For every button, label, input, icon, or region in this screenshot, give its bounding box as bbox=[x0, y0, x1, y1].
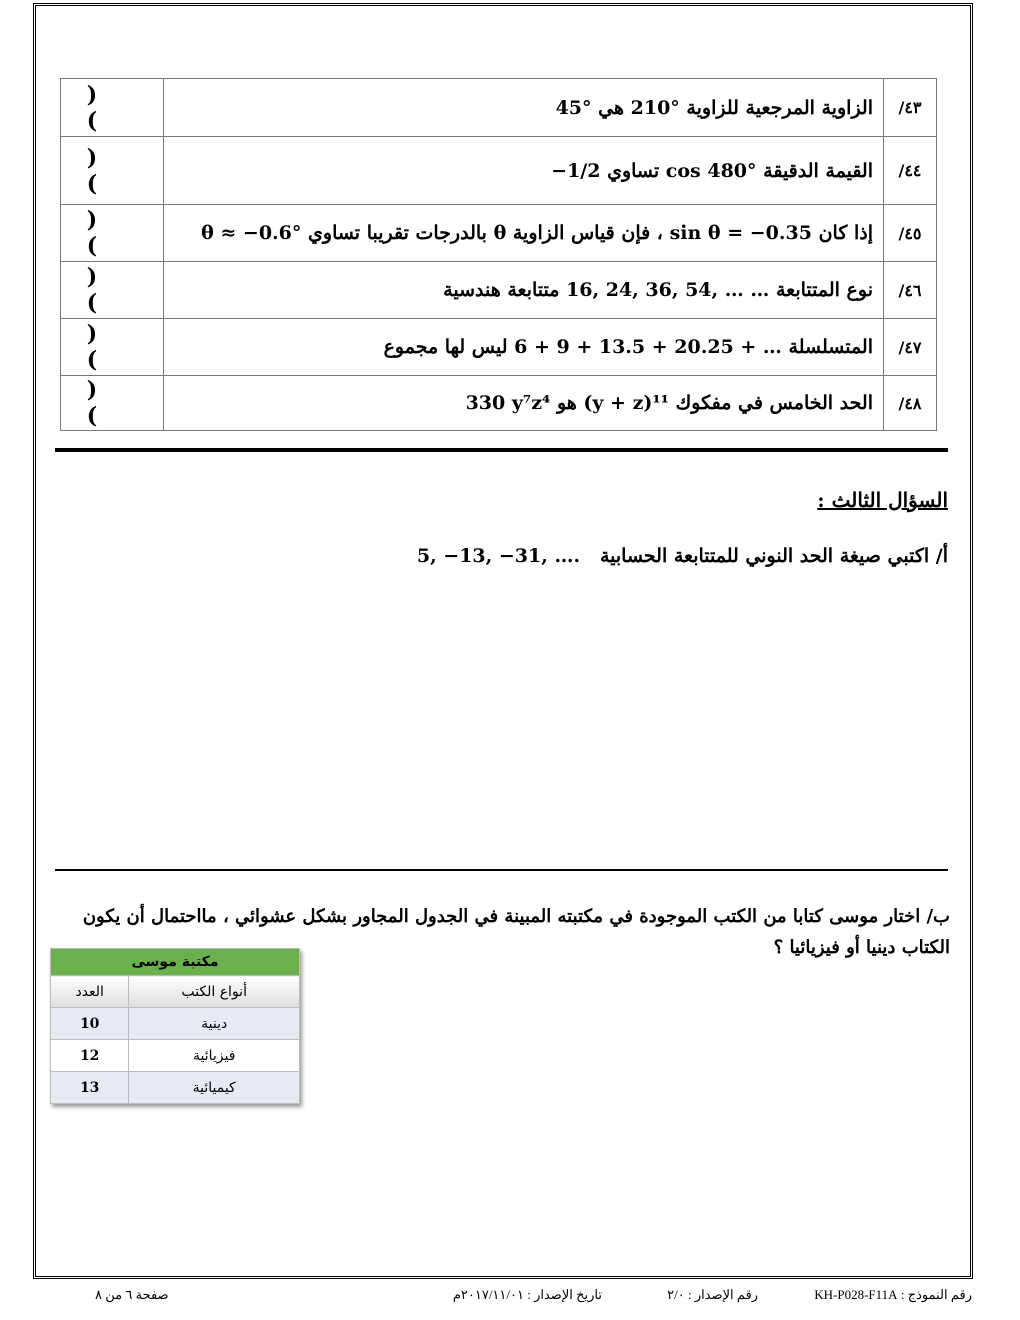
question-label-2: ، فإن قياس الزاوية θ بالدرجات تقريبا تساوي bbox=[308, 222, 663, 244]
question-math-2: θ ≈ −0.6° bbox=[201, 222, 302, 244]
book-type: فيزيائية bbox=[129, 1040, 300, 1072]
true-false-table bbox=[60, 78, 937, 431]
book-count: 10 bbox=[51, 1008, 129, 1040]
question-text bbox=[164, 205, 884, 262]
footer-page: صفحة ٦ من ٨ bbox=[95, 1287, 169, 1302]
question-text bbox=[164, 137, 884, 205]
question-a-math: 5, −13, −31, …. bbox=[416, 545, 581, 567]
question-number: ٤٧/ bbox=[884, 319, 937, 376]
table-row bbox=[61, 205, 937, 262]
footer-form-no: رقم النموذج : KH-P028-F11A bbox=[814, 1287, 972, 1302]
footer-version: رقم الإصدار : ٢/٠ bbox=[667, 1287, 758, 1302]
section-title: السؤال الثالث : bbox=[817, 488, 948, 512]
question-math-2: 330 y⁷z⁴ bbox=[465, 392, 551, 414]
question-math-2: 45° bbox=[555, 96, 592, 119]
question-number: ٤٤/ bbox=[884, 137, 937, 205]
question-b-line2: الكتاب دينيا أو فيزيائيا ؟ bbox=[773, 937, 950, 958]
table-row bbox=[61, 319, 937, 376]
question-b-line1: ب/ اختار موسى كتابا من الكتب الموجودة في مكتبته المبينة في الجدول المجاور بشكل عشوائي ، مااحتمال أن يكون bbox=[82, 906, 950, 927]
question-a-label: أ/ اكتبي صيغة الحد النوني للمتتابعة الحسابية bbox=[599, 545, 948, 567]
question-label-2: متتابعة هندسية bbox=[443, 279, 560, 301]
library-table bbox=[50, 948, 300, 1104]
book-type: دينية bbox=[129, 1008, 300, 1040]
answer-box[interactable]: ( ) bbox=[61, 319, 164, 376]
question-number: ٤٨/ bbox=[884, 376, 937, 431]
question-label: الزاوية المرجعية للزاوية bbox=[686, 96, 873, 119]
question-text bbox=[164, 376, 884, 431]
question-label: إذا كان bbox=[818, 222, 873, 244]
divider bbox=[55, 869, 948, 871]
question-label: نوع المتتابعة bbox=[775, 279, 873, 301]
table-row bbox=[61, 137, 937, 205]
table-row bbox=[61, 262, 937, 319]
table-row bbox=[51, 1040, 300, 1072]
book-count: 12 bbox=[51, 1040, 129, 1072]
question-label-2: هو bbox=[556, 392, 577, 414]
answer-box[interactable]: ( ) bbox=[61, 137, 164, 205]
book-count: 13 bbox=[51, 1072, 129, 1104]
footer-date: تاريخ الإصدار : ٢٠١٧/١١/٠١م bbox=[452, 1287, 602, 1302]
question-a bbox=[417, 545, 948, 567]
answer-box[interactable]: ( ) bbox=[61, 376, 164, 431]
question-math: (y + z)¹¹ bbox=[583, 392, 670, 414]
table-row bbox=[61, 376, 937, 431]
table-row bbox=[51, 1072, 300, 1104]
question-math: 16, 24, 36, 54, … … bbox=[566, 279, 770, 301]
divider bbox=[55, 448, 948, 452]
question-text bbox=[164, 262, 884, 319]
answer-box[interactable]: ( ) bbox=[61, 262, 164, 319]
table-row bbox=[51, 1008, 300, 1040]
question-label: القيمة الدقيقة bbox=[763, 159, 873, 182]
question-math-2: −1/2 bbox=[551, 159, 601, 182]
question-number: ٤٥/ bbox=[884, 205, 937, 262]
question-math: 6 + 9 + 13.5 + 20.25 + … bbox=[514, 336, 782, 358]
question-number: ٤٦/ bbox=[884, 262, 937, 319]
question-math: 210° bbox=[630, 96, 680, 119]
table-row bbox=[61, 79, 937, 137]
answer-box[interactable]: ( ) bbox=[61, 205, 164, 262]
question-text bbox=[164, 79, 884, 137]
question-text bbox=[164, 319, 884, 376]
question-label-2: هي bbox=[598, 96, 624, 119]
question-math: cos 480° bbox=[665, 159, 757, 182]
answer-box[interactable]: ( ) bbox=[61, 79, 164, 137]
question-label-2: تساوي bbox=[607, 159, 660, 182]
question-number: ٤٣/ bbox=[884, 79, 937, 137]
col-type-header: أنواع الكتب bbox=[129, 976, 300, 1008]
question-label: الحد الخامس في مفكوك bbox=[675, 392, 873, 414]
book-type: كيميائية bbox=[129, 1072, 300, 1104]
col-count-header: العدد bbox=[51, 976, 129, 1008]
question-label-2: ليس لها مجموع bbox=[383, 336, 508, 358]
library-title: مكتبة موسى bbox=[51, 949, 300, 976]
question-math: sin θ = −0.35 bbox=[669, 222, 812, 244]
question-label: المتسلسلة bbox=[788, 336, 873, 358]
